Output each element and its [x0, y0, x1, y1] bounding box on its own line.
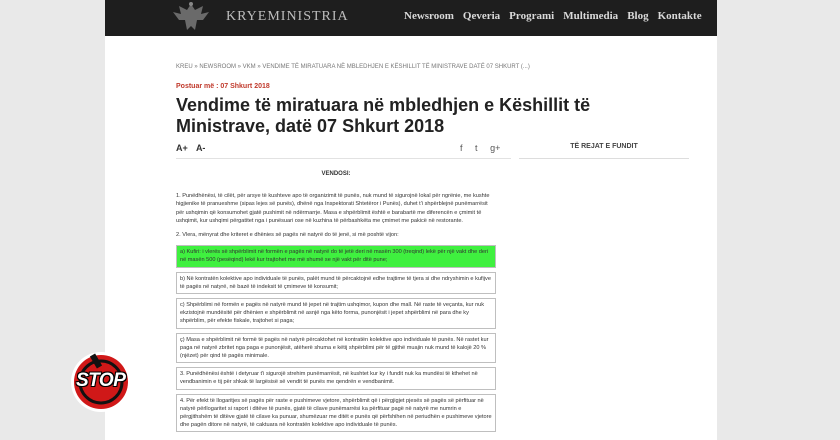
paragraph-4: 4. Për efekt të llogaritjes së pagës për raste e pushimeve vjetore, shpërblimit që i përgjigjet pjesës së pagës së përfituar në natyrë përllogaritet si raport i ditëve të punës, gjatë të cilave punëmarrësi ka përfituar pagë në natyrë me numrin e përgjithshëm të ditëve gjatë të cilave ka punuar, shumëzuar me ditët e punës që përfshihen në periudhën e pushimeve vjetore dhe pagën ditore në natyrë, të caktuara në kontratën kolektive apo individuale të punës. — [176, 394, 496, 433]
web-page — [105, 0, 717, 440]
sidebar-heading: TË REJAT E FUNDIT — [570, 143, 638, 150]
nav-qeveria[interactable]: Qeveria — [462, 10, 501, 22]
brand-name[interactable]: KRYEMINISTRIA — [226, 9, 349, 24]
nav-kontakte[interactable]: Kontakte — [657, 10, 702, 22]
share-buttons — [450, 143, 500, 153]
nav-blog[interactable]: Blog — [627, 10, 649, 22]
paragraph-2: 2. Vlera, mënyrat dhe kriteret e dhënies së pagës në natyrë do të jenë, si më poshtë vijon: — [176, 232, 399, 239]
google-plus-icon[interactable]: g+ — [490, 143, 501, 153]
highlighted-item-a: a) Kufiri: i vlerës së shpërblimit në formën e pagës në natyrë do të jetë deri në masën 300 (treqind) lekë për një vakt dhe deri në masën 500 (pesëqind) lekë kur trajtohet me më shumë se një vakt për ditë pune; — [176, 245, 496, 267]
item-d: ç) Masa e shpërblimit në formë të pagës në natyrë përcaktohet në kontratën kolektive apo individuale të punës. Në rastet kur paga në natyrë zbritet nga paga e punonjësit, atëherë shuma e këtij shpërblimi për të gjithë muajin nuk mund të kalojë 20 % (njëzet) për qind të pagës minimale. — [176, 333, 496, 364]
decision-heading: VENDOSI: — [321, 171, 351, 177]
nav-newsroom[interactable]: Newsroom — [404, 10, 454, 22]
facebook-icon[interactable]: f — [460, 143, 463, 153]
article-body — [176, 170, 496, 436]
item-b: b) Në kontratën kolektive apo individuale të punës, palët mund të përcaktojnë edhe trajtime të tjera si dhe ndryshimin e kufijve të pagës në natyrë, në bazë të indeksit të çmimeve të konsumit; — [176, 272, 496, 294]
font-size-controls — [176, 143, 211, 153]
sidebar-divider — [519, 158, 689, 159]
item-c: c) Shpërblimi në formën e pagës në natyrë mund të jepet në trajtim ushqimor, kupon dhe mall. Në raste të veçanta, kur nuk ekzistojnë mundësitë për dhënien e shpërblimit në asnjë nga këto forma, punonjësit i jepet shpërblimi në para dhe ky shpërblim, për efekte fiskale, trajtohet si paga; — [176, 298, 496, 329]
paragraph-1: 1. Punëdhënësi, të cilët, për arsye të kushteve apo të organizimit të punës, nuk mund të sigurojnë lokal për ngrënie, me kushte higjienike të pranueshme (sipas lejes së punës), dhënë nga Inspektorati Shtetëror i Punës), duhet t'i shpërblejnë punëmarrësit për ushqimin që konsumohet gjatë pushimit në ndërmarrje. Masa e shpërblimit është e barabartë me diferencën e çmimit të ushqimit, kur ushqimi përgatitet nga i punësuari ose në kuzhina të përbashkëta me çmimet me pakicë në restorante. — [176, 193, 490, 224]
nav-multimedia[interactable]: Multimedia — [563, 10, 619, 22]
main-nav — [404, 10, 702, 22]
header-bar — [105, 0, 717, 36]
page-title: Vendime të miratuara në mbledhjen e Këshillit të Ministrave, datë 07 Shkurt 2018 — [176, 95, 591, 136]
divider — [176, 158, 511, 159]
eagle-logo-icon[interactable] — [171, 0, 211, 34]
font-decrease-button[interactable]: A- — [195, 143, 206, 153]
font-increase-button[interactable]: A+ — [176, 143, 188, 153]
twitter-icon[interactable]: t — [475, 143, 478, 153]
stop-watermark-text: STOP — [76, 370, 126, 391]
nav-programi[interactable]: Programi — [509, 10, 555, 22]
paragraph-3: 3. Punëdhënësi është i detyruar t'i sigurojë strehim punëmarrësit, në kushtet kur ky i fundit nuk ka mundësi të kthehet në vendbanimin e tij për shkak të largësisë së vendit të punës me qendrën e vendbanimit. — [176, 367, 496, 389]
breadcrumb[interactable]: KREU » NEWSROOM » VKM » VENDIME TË MIRATUARA NË MBLEDHJEN E KËSHILLIT TË MINISTRAVE DATË 07 SHKURT (...) — [176, 64, 530, 70]
posted-date: Postuar më : 07 Shkurt 2018 — [176, 83, 270, 90]
